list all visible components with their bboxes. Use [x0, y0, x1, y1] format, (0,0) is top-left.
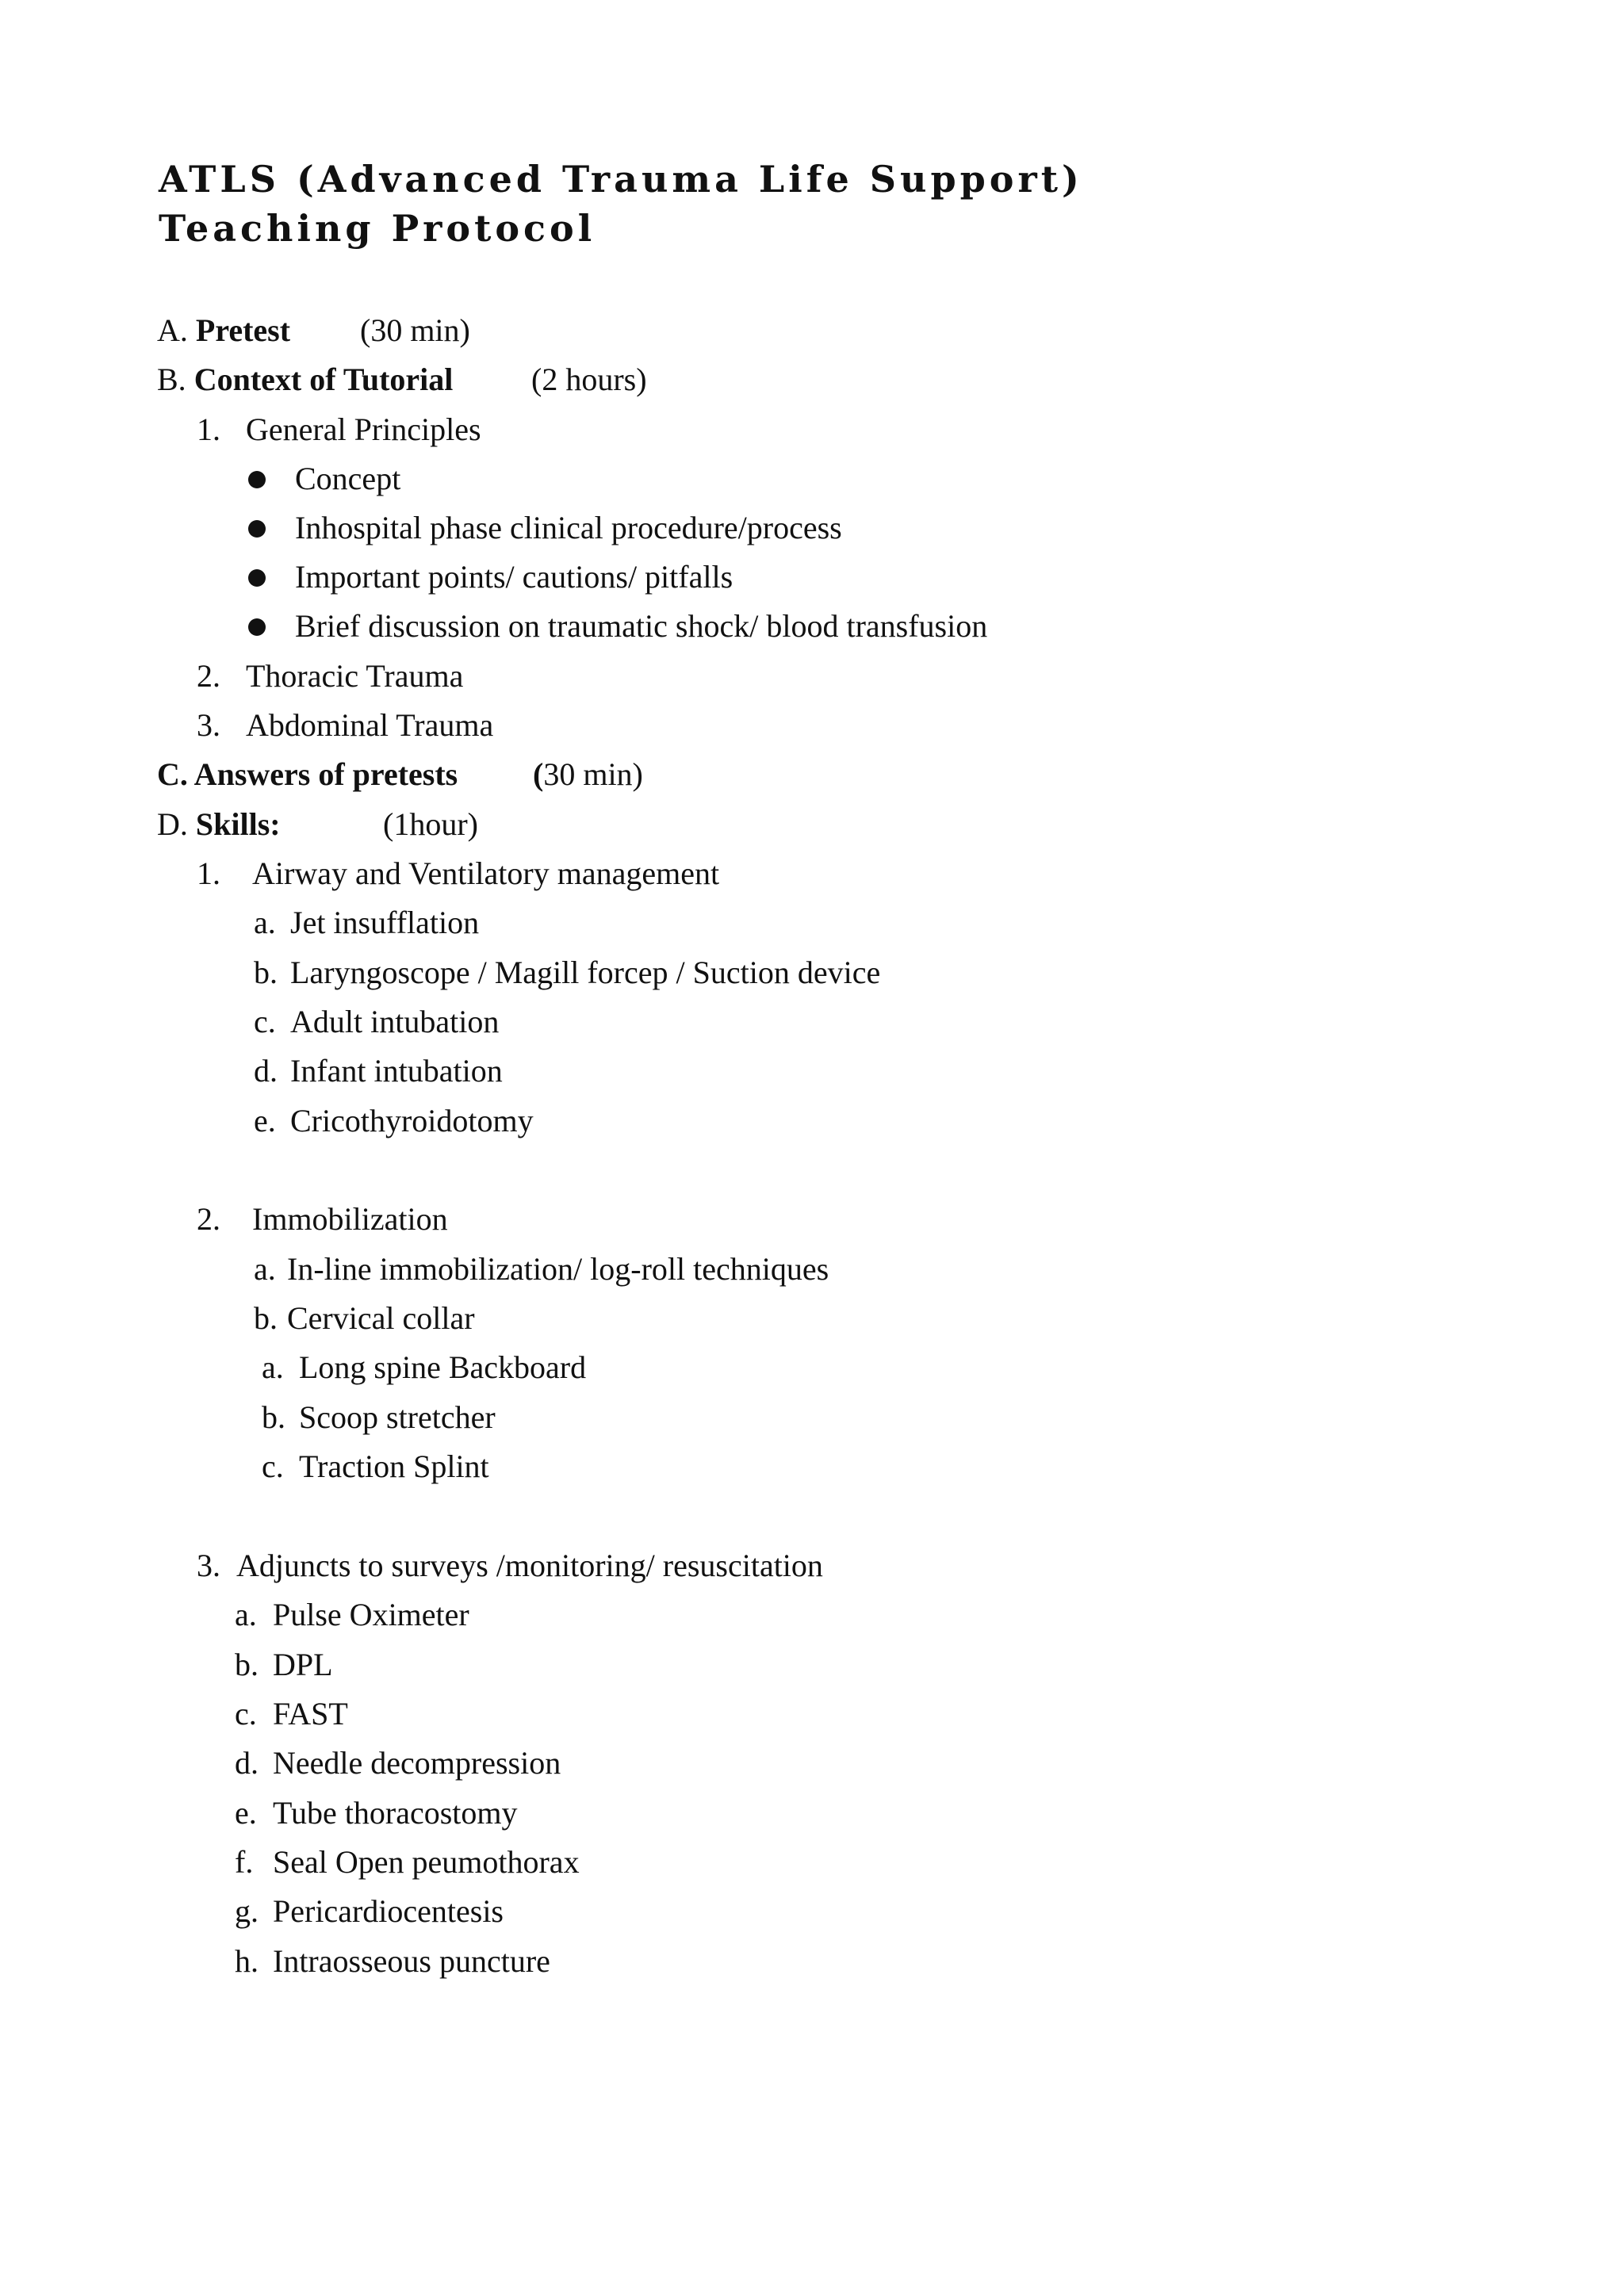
group-2-item-text: Long spine Backboard — [299, 1349, 587, 1385]
group-2-item-letter: b. — [262, 1399, 285, 1435]
group-1-item-text: Infant intubation — [290, 1053, 503, 1089]
group-3-num: 3. — [197, 1548, 220, 1583]
group-1-item-text: Cricothyroidotomy — [290, 1103, 534, 1138]
section-a — [157, 312, 290, 350]
group-2-item-letter: b. — [254, 1300, 278, 1336]
group-3-item-text: FAST — [273, 1696, 348, 1732]
group-1-item-letter: e. — [254, 1103, 276, 1138]
group-1-item-letter: b. — [254, 955, 278, 990]
group-2-item-text: In-line immobilization/ log-roll techniques — [287, 1251, 829, 1287]
group-1-item-text: Adult intubation — [290, 1004, 500, 1039]
group-3-item-text: Pulse Oximeter — [273, 1597, 469, 1632]
group-3-item-text: Pericardiocentesis — [273, 1893, 504, 1929]
section-b-item-2-num: 2. — [197, 658, 220, 694]
section-b-item-3-num: 3. — [197, 707, 220, 743]
bullet-item-4: Brief discussion on traumatic shock/ blood transfusion — [295, 608, 988, 644]
section-a-letter: A. — [157, 312, 188, 348]
group-1-title: Airway and Ventilatory management — [252, 855, 720, 891]
group-3-title: Adjuncts to surveys /monitoring/ resuscitation — [236, 1548, 823, 1583]
section-c-label: C. Answers of pretests — [157, 756, 458, 792]
group-3-item-text: DPL — [273, 1647, 333, 1682]
group-3-item-letter: d. — [235, 1745, 259, 1781]
group-2-title: Immobilization — [252, 1201, 448, 1237]
section-a-label: Pretest — [195, 312, 291, 348]
title-line-1: ATLS (Advanced Trauma Life Support) — [159, 158, 1083, 201]
section-b-item-3: Abdominal Trauma — [246, 707, 494, 743]
group-3-item-letter: e. — [235, 1795, 257, 1831]
group-3-item-text: Seal Open peumothorax — [273, 1844, 580, 1880]
bullet-dot-icon — [248, 520, 266, 538]
bullet-dot-icon — [248, 569, 266, 587]
group-3-item-letter: c. — [235, 1696, 257, 1732]
section-c-paren: ( — [533, 756, 544, 792]
bullet-item-1: Concept — [295, 461, 401, 496]
section-c-duration-text: 30 min) — [543, 756, 643, 792]
group-1-item-letter: a. — [254, 905, 276, 940]
group-3-item-letter: f. — [235, 1844, 254, 1880]
section-b — [157, 361, 453, 399]
group-3-item-letter: b. — [235, 1647, 259, 1682]
group-3-item-text: Needle decompression — [273, 1745, 561, 1781]
group-3-item-letter: a. — [235, 1597, 257, 1632]
group-1-item-text: Laryngoscope / Magill forcep / Suction device — [290, 955, 881, 990]
section-b-label: Context of Tutorial — [193, 362, 454, 397]
group-1-item-letter: d. — [254, 1053, 278, 1089]
bullet-item-3: Important points/ cautions/ pitfalls — [295, 559, 733, 595]
group-3-item-text: Tube thoracostomy — [273, 1795, 518, 1831]
section-b-item-2: Thoracic Trauma — [246, 658, 464, 694]
group-2-item-text: Traction Splint — [299, 1448, 489, 1484]
section-a-duration: (30 min) — [360, 312, 470, 348]
bullet-item-2: Inhospital phase clinical procedure/process — [295, 510, 842, 545]
section-d — [157, 806, 281, 844]
group-2-item-letter: a. — [262, 1349, 284, 1385]
group-2-item-letter: c. — [262, 1448, 284, 1484]
document-title — [159, 155, 1083, 253]
group-2-item-letter: a. — [254, 1251, 276, 1287]
bullet-dot-icon — [248, 618, 266, 636]
group-1-num: 1. — [197, 855, 220, 891]
title-line-2: Teaching Protocol — [159, 207, 596, 250]
group-2-item-text: Scoop stretcher — [299, 1399, 496, 1435]
section-b-item-1-num: 1. — [197, 411, 220, 447]
bullet-dot-icon — [248, 471, 266, 488]
group-3-item-letter: h. — [235, 1943, 259, 1979]
group-1-item-text: Jet insufflation — [290, 905, 480, 940]
section-b-letter: B. — [157, 362, 186, 397]
section-d-duration: (1hour) — [383, 806, 478, 842]
section-d-letter: D. — [157, 806, 188, 842]
section-c-duration — [533, 756, 643, 794]
section-b-duration: (2 hours) — [531, 362, 647, 397]
group-1-item-letter: c. — [254, 1004, 276, 1039]
section-d-label: Skills: — [195, 806, 281, 842]
group-3-item-letter: g. — [235, 1893, 259, 1929]
group-2-num: 2. — [197, 1201, 220, 1237]
section-b-item-1: General Principles — [246, 411, 481, 447]
group-2-item-text: Cervical collar — [287, 1300, 475, 1336]
group-3-item-text: Intraosseous puncture — [273, 1943, 550, 1979]
